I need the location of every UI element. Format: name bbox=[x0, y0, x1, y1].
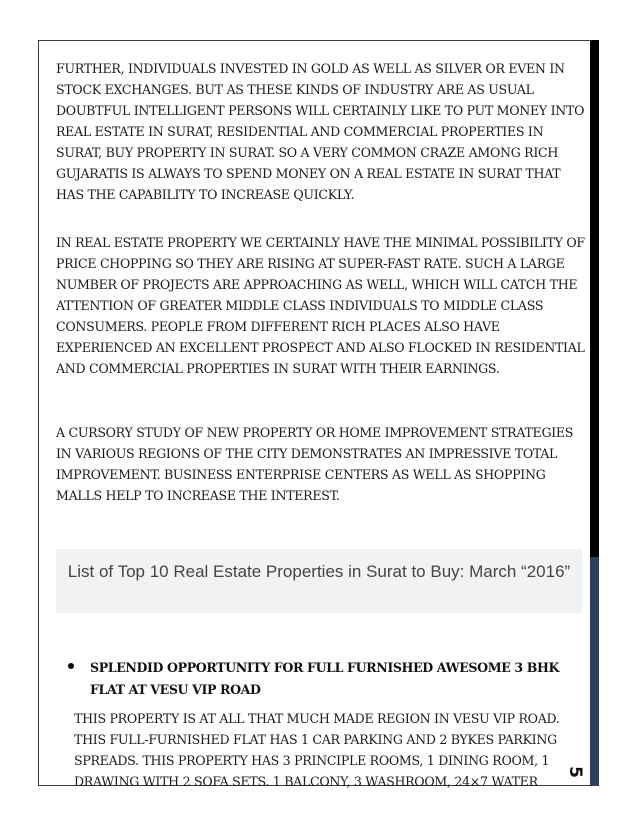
page-number: 5 bbox=[565, 766, 585, 778]
page-edge-bar-dark bbox=[590, 40, 599, 557]
bullet-icon bbox=[68, 663, 74, 669]
section-banner-title: List of Top 10 Real Estate Properties in Surat to Buy: March “2016” bbox=[67, 562, 571, 581]
page-edge-bar-blue bbox=[590, 557, 599, 786]
paragraph-investment: FURTHER, INDIVIDUALS INVESTED IN GOLD AS WELL AS SILVER OR EVEN IN STOCK EXCHANGES. BUT AS THESE KINDS OF INDUSTRY ARE AS USUAL DOUBTFUL INTELLIGENT PERSONS WILL CERTAINLY LIKE TO PUT MONEY INTO REAL ESTATE IN SURAT, RESIDENTIAL AND COMMERCIAL PROPERTIES IN SURAT, BUY PROPERTY IN SURAT. SO A VERY COMMON CRAZE AMONG RICH GUJARATIS IS ALWAYS TO SPEND MONEY ON A REAL ESTATE IN SURAT THAT HAS THE CAPABILITY TO INCREASE QUICKLY. bbox=[56, 61, 585, 202]
section-banner bbox=[56, 549, 582, 613]
list-item bbox=[68, 657, 588, 701]
paragraph-price-growth: IN REAL ESTATE PROPERTY WE CERTAINLY HAVE THE MINIMAL POSSIBILITY OF PRICE CHOPPING SO THEY ARE RISING AT SUPER-FAST RATE. SUCH A LARGE NUMBER OF PROJECTS ARE APPROACHING AS WELL, WHICH WILL CATCH THE ATTENTION OF GREATER MIDDLE CLASS INDIVIDUALS TO MIDDLE CLASS CONSUMERS. PEOPLE FROM DIFFERENT RICH PLACES ALSO HAVE EXPERIENCED AN EXCELLENT PROSPECT AND ALSO FLOCKED IN RESIDENTIAL AND COMMERCIAL PROPERTIES IN SURAT WITH THEIR EARNINGS. bbox=[56, 235, 585, 376]
listing-description: THIS PROPERTY IS AT ALL THAT MUCH MADE REGION IN VESU VIP ROAD. THIS FULL-FURNISHED FLAT HAS 1 CAR PARKING AND 2 BYKES PARKING SPREADS. THIS PROPERTY HAS 3 PRINCIPLE ROOMS, 1 DINING ROOM, 1 DRAWING WITH 2 SOFA SETS. 1 BALCONY, 3 WASHROOM, 24×7 WATER bbox=[74, 711, 560, 789]
paragraph-improvement: A CURSORY STUDY OF NEW PROPERTY OR HOME IMPROVEMENT STRATEGIES IN VARIOUS REGIONS OF THE CITY DEMONSTRATES AN IMPRESSIVE TOTAL IMPROVEMENT. BUSINESS ENTERPRISE CENTERS AS WELL AS SHOPPING MALLS HELP TO INCREASE THE INTEREST. bbox=[56, 425, 574, 503]
listing-title: SPLENDID OPPORTUNITY FOR FULL FURNISHED AWESOME 3 BHK FLAT AT VESU VIP ROAD bbox=[90, 660, 560, 697]
